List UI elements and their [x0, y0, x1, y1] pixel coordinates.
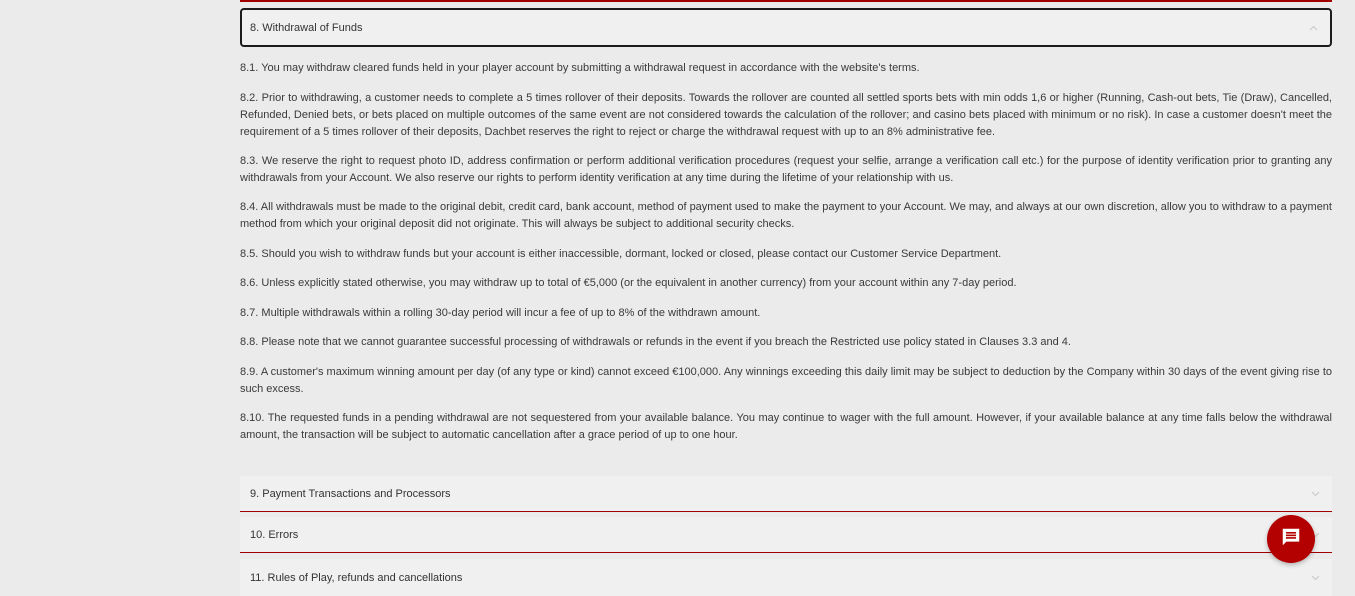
- paragraph-8-7: 8.7. Multiple withdrawals within a rolling 30-day period will incur a fee of up to 8% of the withdrawn amount.: [240, 307, 761, 319]
- chat-button[interactable]: [1267, 515, 1315, 563]
- paragraph-8-1: 8.1. You may withdraw cleared funds held in your player account by submitting a withdrawal request in accordance with the website's terms.: [240, 62, 920, 74]
- chevron-down-icon: [1310, 573, 1320, 583]
- paragraph-8-5: 8.5. Should you wish to withdraw funds but your account is either inaccessible, dormant, locked or closed, please contact our Customer Service Department.: [240, 248, 1002, 260]
- accordion-body-withdrawal-of-funds: [240, 60, 1332, 444]
- chat-icon: [1280, 526, 1302, 553]
- paragraph-8-6: 8.6. Unless explicitly stated otherwise, you may withdraw up to total of €5,000 (or the equivalent in another currency) from your account within any 7-day period.: [240, 277, 1017, 289]
- accordion-header-errors[interactable]: [240, 517, 1332, 553]
- chevron-up-icon: [1308, 23, 1318, 33]
- paragraph-8-4: 8.4. All withdrawals must be made to the original debit, credit card, bank account, method of payment used to make the payment to your Account. We may, and always at our own discretion, allow you to withdraw to a payment method from which your original deposit did not originate. This will always be subject to additional security checks.: [240, 201, 1332, 230]
- chevron-down-icon: [1310, 489, 1320, 499]
- paragraph-8-8: 8.8. Please note that we cannot guarantee successful processing of withdrawals or refunds in the event if you breach the Restricted use policy stated in Clauses 3.3 and 4.: [240, 336, 1071, 348]
- accordion-title: 11. Rules of Play, refunds and cancellations: [250, 571, 463, 584]
- section-divider: [240, 0, 1332, 2]
- accordion-title: 9. Payment Transactions and Processors: [250, 487, 451, 500]
- paragraph-8-10: 8.10. The requested funds in a pending withdrawal are not sequestered from your available balance. You may continue to wager with the full amount. However, if your available balance at any time falls below the withdrawal amount, the transaction will be subject to automatic cancellation after a grace period of up to one hour.: [240, 412, 1332, 441]
- paragraph-8-9: 8.9. A customer's maximum winning amount per day (of any type or kind) cannot exceed €100,000. Any winnings exceeding this daily limit may be subject to deduction by the Company within 30 days of the event giving rise to such excess.: [240, 366, 1332, 395]
- paragraph-8-2: 8.2. Prior to withdrawing, a customer needs to complete a 5 times rollover of their deposits. Towards the rollover are counted all settled sports bets with min odds 1,6 or higher (Running, Cash-out bets, Tie (Draw), Cancelled, Refunded, Denied bets, or bets placed on multiple outcomes of the same event are not considered towards the calculation of the rollover; and casino bets placed with minimum or no risk). In case a customer doesn't meet the requirement of a 5 times rollover of their deposits, Dachbet reserves the right to reject or charge the withdrawal request with up to an 8% administrative fee.: [240, 92, 1332, 138]
- paragraph-8-3: 8.3. We reserve the right to request photo ID, address confirmation or perform additional verification procedures (request your selfie, arrange a verification call etc.) for the purpose of identity verification prior to granting any withdrawals from your Account. We also reserve our rights to perform identity verification at any time during the lifetime of your relationship with us.: [240, 155, 1332, 184]
- accordion-header-rules-of-play[interactable]: [240, 559, 1332, 596]
- accordion-header-withdrawal-of-funds[interactable]: [240, 8, 1332, 47]
- accordion-header-payment-transactions[interactable]: [240, 476, 1332, 512]
- accordion-title: 8. Withdrawal of Funds: [250, 21, 363, 34]
- accordion-title: 10. Errors: [250, 528, 299, 541]
